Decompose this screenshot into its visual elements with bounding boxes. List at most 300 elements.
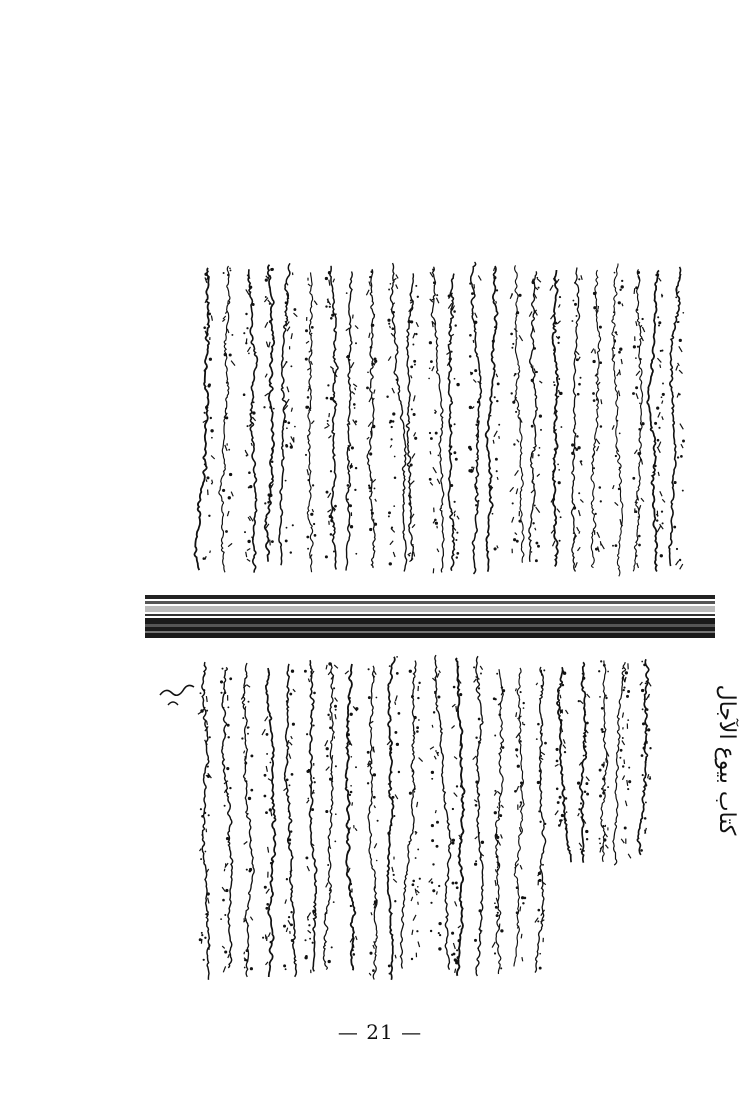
- ink-dot: [369, 490, 371, 492]
- handwriting-line: [266, 668, 276, 977]
- ink-stroke: [435, 410, 437, 413]
- ink-stroke: [471, 469, 472, 473]
- ink-dot: [460, 785, 463, 788]
- ink-dot: [411, 958, 413, 960]
- ink-dot: [414, 364, 416, 366]
- ink-dot: [453, 953, 456, 956]
- ink-dot: [353, 953, 356, 956]
- ink-dot: [621, 280, 623, 282]
- ink-stroke: [290, 870, 292, 872]
- ink-dot: [372, 774, 374, 776]
- ink-dot: [346, 356, 348, 358]
- ink-dot: [478, 687, 480, 689]
- ink-stroke: [395, 955, 396, 959]
- ink-dot: [354, 489, 356, 491]
- ink-dot: [285, 301, 288, 304]
- ink-stroke: [560, 695, 561, 699]
- ink-stroke: [619, 391, 620, 397]
- ink-stroke: [555, 811, 558, 816]
- ink-stroke: [662, 416, 663, 420]
- ink-dot: [434, 692, 436, 694]
- handwriting-line: [242, 663, 254, 977]
- ink-stroke: [411, 375, 412, 378]
- ink-dot: [294, 426, 296, 428]
- ink-dot: [430, 437, 433, 440]
- ink-dot: [414, 437, 417, 440]
- ink-dot: [208, 515, 210, 517]
- ink-stroke: [658, 472, 659, 476]
- ink-stroke: [291, 333, 292, 339]
- ink-stroke: [494, 268, 495, 271]
- ink-dot: [657, 439, 660, 442]
- ink-dot: [371, 512, 374, 515]
- ink-dot: [553, 381, 555, 383]
- ink-stroke: [550, 285, 553, 291]
- ink-dot: [265, 811, 268, 814]
- ink-dot: [607, 671, 609, 673]
- ink-dot: [374, 523, 377, 526]
- ink-stroke: [430, 747, 434, 749]
- ink-dot: [227, 274, 230, 277]
- ink-stroke: [628, 854, 631, 859]
- ink-dot: [285, 539, 288, 542]
- ink-stroke: [265, 393, 269, 396]
- ink-stroke: [585, 708, 586, 712]
- ink-dot: [376, 697, 378, 699]
- ink-dot: [330, 317, 333, 320]
- ink-dot: [601, 707, 604, 710]
- ink-stroke: [329, 280, 330, 286]
- ink-dot: [264, 774, 267, 777]
- ink-dot: [627, 690, 630, 693]
- ink-dot: [391, 426, 393, 428]
- ink-dot: [600, 425, 603, 428]
- ink-stroke: [454, 511, 456, 514]
- ink-stroke: [412, 453, 415, 458]
- ink-dot: [600, 660, 602, 662]
- ink-stroke: [417, 802, 418, 807]
- ink-dot: [374, 357, 377, 360]
- ink-stroke: [206, 479, 207, 482]
- ink-stroke: [455, 969, 456, 973]
- ink-dot: [351, 756, 353, 758]
- ink-dot: [455, 881, 458, 884]
- ink-dot: [335, 765, 337, 767]
- ink-dot: [602, 825, 604, 827]
- ink-dot: [635, 555, 637, 557]
- ink-stroke: [223, 316, 226, 319]
- ink-dot: [578, 492, 580, 494]
- ink-dot: [481, 841, 484, 844]
- ink-dot: [646, 708, 649, 711]
- ink-dot: [413, 732, 415, 734]
- ink-stroke: [324, 426, 328, 428]
- ink-dot: [270, 762, 272, 764]
- ink-dot: [564, 818, 567, 821]
- ink-stroke: [658, 412, 660, 417]
- ink-dot: [578, 808, 580, 810]
- ink-dot: [243, 332, 245, 334]
- ink-stroke: [335, 698, 338, 702]
- ink-dot: [490, 415, 492, 417]
- ink-dot: [350, 785, 352, 787]
- ink-stroke: [523, 722, 524, 725]
- ink-dot: [225, 416, 228, 419]
- ink-dot: [415, 285, 417, 287]
- ink-dot: [264, 795, 267, 798]
- ink-stroke: [634, 288, 635, 294]
- ink-dot: [499, 814, 502, 817]
- ink-dot: [476, 420, 479, 423]
- ink-dot: [307, 919, 309, 921]
- ink-dot: [430, 360, 433, 363]
- ink-dot: [637, 452, 640, 455]
- handwriting-line: [591, 270, 601, 568]
- ink-dot: [586, 793, 589, 796]
- ink-stroke: [413, 915, 416, 921]
- ink-stroke: [268, 933, 270, 937]
- ink-dot: [682, 312, 684, 314]
- handwriting-line: [435, 655, 451, 970]
- ink-dot: [436, 845, 439, 848]
- ink-dot: [328, 960, 331, 963]
- ink-dot: [430, 930, 432, 932]
- ink-stroke: [660, 491, 662, 496]
- ink-dot: [621, 285, 624, 288]
- ink-stroke: [622, 741, 625, 745]
- ink-stroke: [201, 939, 202, 944]
- ink-dot: [479, 742, 481, 744]
- ink-dot: [615, 455, 617, 457]
- ink-dot: [660, 554, 663, 557]
- ink-dot: [389, 562, 392, 565]
- ink-dot: [369, 528, 372, 531]
- ink-dot: [498, 424, 500, 426]
- ink-dot: [431, 824, 434, 827]
- ink-dot: [418, 682, 420, 684]
- ink-dot: [560, 516, 562, 518]
- ink-stroke: [225, 790, 226, 793]
- ink-stroke: [540, 776, 541, 781]
- ink-stroke: [330, 367, 333, 370]
- ink-dot: [416, 894, 418, 896]
- ink-dot: [369, 276, 371, 278]
- ink-stroke: [355, 326, 358, 329]
- ink-stroke: [333, 279, 335, 283]
- ink-dot: [511, 392, 513, 394]
- ink-dot: [512, 502, 514, 504]
- lower-folio-heading: [714, 685, 739, 836]
- ink-dot: [494, 396, 496, 398]
- ink-dot: [291, 670, 294, 673]
- ink-dot: [541, 685, 543, 687]
- ink-stroke: [536, 683, 538, 685]
- ink-dot: [433, 711, 435, 713]
- ink-dot: [416, 930, 418, 932]
- ink-dot: [290, 911, 292, 913]
- ink-dot: [495, 834, 498, 837]
- ink-dot: [230, 269, 232, 271]
- ink-dot: [475, 504, 477, 506]
- ink-dot: [333, 687, 335, 689]
- ink-dot: [593, 467, 595, 469]
- ink-stroke: [551, 315, 554, 320]
- ink-dot: [539, 414, 542, 417]
- ink-dot: [267, 501, 270, 504]
- ink-stroke: [265, 716, 268, 721]
- ink-dot: [512, 343, 514, 345]
- ink-stroke: [416, 322, 418, 327]
- ink-dot: [415, 333, 417, 335]
- ink-stroke: [231, 361, 235, 366]
- ink-dot: [367, 782, 369, 784]
- ink-stroke: [291, 408, 292, 412]
- ink-stroke: [327, 423, 329, 426]
- ink-dot: [492, 513, 494, 515]
- ink-dot: [292, 723, 295, 726]
- ink-dot: [641, 661, 643, 663]
- ink-dot: [204, 412, 206, 414]
- ink-dot: [207, 384, 210, 387]
- ink-dot: [531, 551, 533, 553]
- ink-dot: [413, 360, 416, 363]
- ink-dot: [498, 713, 501, 716]
- ink-dot: [347, 733, 350, 736]
- ink-stroke: [679, 346, 682, 352]
- ink-stroke: [332, 755, 333, 760]
- ink-dot: [352, 949, 354, 951]
- ink-dot: [245, 313, 247, 315]
- ink-dot: [602, 791, 605, 794]
- ink-dot: [536, 738, 538, 740]
- ink-dot: [289, 693, 292, 696]
- ink-dot: [516, 911, 519, 914]
- ink-dot: [349, 697, 351, 699]
- ink-dot: [200, 808, 202, 810]
- ink-dot: [311, 326, 314, 329]
- ink-dot: [641, 689, 644, 692]
- ink-stroke: [371, 912, 372, 915]
- ink-stroke: [619, 370, 620, 376]
- ink-stroke: [520, 865, 522, 869]
- ink-stroke: [418, 942, 420, 948]
- ink-dot: [388, 511, 391, 514]
- ink-dot: [604, 789, 606, 791]
- ink-dot: [575, 448, 578, 451]
- ink-dot: [396, 656, 398, 658]
- ink-dot: [394, 900, 396, 902]
- ink-dot: [286, 427, 288, 429]
- ink-stroke: [453, 943, 455, 949]
- ink-dot: [328, 662, 331, 665]
- ink-stroke: [521, 934, 522, 939]
- ink-dot: [312, 910, 315, 913]
- ink-dot: [455, 539, 457, 541]
- ink-dot: [479, 909, 482, 912]
- ink-stroke: [244, 842, 248, 845]
- ink-dot: [306, 536, 309, 539]
- ink-dot: [524, 897, 527, 900]
- ink-dot: [371, 270, 374, 273]
- ink-stroke: [266, 342, 268, 347]
- ink-dot: [396, 672, 399, 675]
- ink-stroke: [578, 547, 581, 551]
- ink-dot: [394, 476, 397, 479]
- ink-stroke: [531, 490, 534, 493]
- ink-dot: [208, 814, 210, 816]
- ink-stroke: [622, 776, 624, 780]
- ink-dot: [266, 903, 269, 906]
- ink-dot: [655, 274, 658, 277]
- ink-stroke: [657, 447, 660, 453]
- ink-dot: [500, 967, 502, 969]
- ink-dot: [643, 747, 646, 750]
- ink-dot: [538, 909, 541, 912]
- ink-dot: [309, 750, 311, 752]
- ink-dot: [595, 513, 597, 515]
- ink-stroke: [598, 306, 599, 310]
- ink-dot: [451, 351, 453, 353]
- ink-stroke: [625, 801, 627, 807]
- ink-dot: [661, 396, 663, 398]
- ink-stroke: [311, 361, 313, 365]
- ink-dot: [417, 848, 419, 850]
- ink-dot: [632, 477, 635, 480]
- ink-dot: [409, 670, 412, 673]
- ink-stroke: [581, 275, 582, 280]
- ink-dot: [370, 346, 373, 349]
- ink-stroke: [328, 510, 332, 512]
- ink-dot: [348, 720, 350, 722]
- handwriting-line: [633, 269, 642, 571]
- ink-stroke: [596, 310, 597, 313]
- ink-dot: [388, 323, 390, 325]
- ink-dot: [368, 668, 370, 670]
- handwriting-line: [219, 266, 230, 572]
- ink-dot: [497, 912, 499, 914]
- ink-dot: [455, 458, 458, 461]
- ink-stroke: [283, 362, 287, 368]
- ink-stroke: [627, 780, 628, 786]
- ink-dot: [554, 384, 556, 386]
- ink-dot: [556, 748, 559, 751]
- ink-dot: [208, 312, 211, 315]
- ink-dot: [373, 314, 375, 316]
- ink-dot: [612, 545, 614, 547]
- ink-dot: [633, 345, 636, 348]
- ink-stroke: [592, 453, 594, 457]
- ink-stroke: [408, 553, 411, 555]
- ink-dot: [246, 869, 248, 871]
- ink-dot: [371, 362, 374, 365]
- ink-stroke: [586, 777, 589, 781]
- ink-dot: [432, 889, 435, 892]
- ink-dot: [639, 358, 641, 360]
- ink-stroke: [212, 480, 213, 483]
- ink-dot: [429, 341, 432, 344]
- ink-dot: [349, 504, 352, 507]
- ink-stroke: [308, 284, 311, 286]
- ink-stroke: [391, 528, 395, 532]
- ink-dot: [571, 443, 574, 446]
- ink-stroke: [308, 388, 309, 392]
- ink-dot: [329, 306, 331, 308]
- ink-stroke: [471, 372, 472, 375]
- ink-dot: [418, 719, 420, 721]
- ink-stroke: [636, 371, 640, 376]
- ink-dot: [225, 889, 228, 892]
- ink-stroke: [418, 902, 419, 905]
- ink-dot: [495, 906, 498, 909]
- ink-dot: [558, 481, 561, 484]
- ink-dot: [649, 747, 651, 749]
- ink-dot: [554, 322, 557, 325]
- ink-stroke: [355, 388, 356, 391]
- ink-dot: [330, 519, 333, 522]
- ink-dot: [394, 731, 397, 734]
- ink-dot: [290, 365, 292, 367]
- ink-dot: [564, 751, 566, 753]
- ink-dot: [432, 863, 434, 865]
- ink-dot: [619, 433, 621, 435]
- ink-dot: [455, 324, 457, 326]
- ink-dot: [613, 311, 615, 313]
- ink-dot: [436, 294, 438, 296]
- ink-dot: [544, 823, 546, 825]
- ink-dot: [556, 788, 559, 791]
- ink-stroke: [244, 952, 245, 955]
- ink-dot: [394, 456, 396, 458]
- ink-stroke: [681, 444, 683, 448]
- ink-stroke: [372, 479, 375, 482]
- ink-stroke: [287, 387, 289, 393]
- ink-dot: [248, 797, 251, 800]
- ink-dot: [474, 369, 477, 372]
- ink-dot: [391, 327, 394, 330]
- ink-dot: [580, 848, 582, 850]
- ink-dot: [452, 839, 455, 842]
- ink-dot: [662, 383, 664, 385]
- ink-dot: [396, 743, 399, 746]
- ink-dot: [560, 426, 562, 428]
- ink-dot: [248, 353, 250, 355]
- ink-dot: [454, 378, 456, 380]
- ink-dot: [658, 427, 660, 429]
- ink-dot: [607, 786, 609, 788]
- ink-dot: [438, 885, 440, 887]
- ink-dot: [291, 773, 294, 776]
- ink-dot: [416, 730, 419, 733]
- ink-dot: [558, 469, 560, 471]
- ink-stroke: [577, 527, 579, 531]
- ink-dot: [210, 429, 213, 432]
- ink-stroke: [677, 393, 679, 398]
- ink-stroke: [335, 714, 336, 719]
- ink-stroke: [605, 845, 608, 849]
- ink-dot: [311, 808, 314, 811]
- ink-dot: [310, 513, 313, 516]
- ink-dot: [389, 973, 391, 975]
- ink-stroke: [374, 390, 375, 394]
- ink-dot: [368, 486, 371, 489]
- ink-dot: [372, 425, 375, 428]
- ink-stroke: [250, 836, 252, 842]
- ink-stroke: [390, 541, 393, 545]
- ink-dot: [518, 520, 521, 523]
- ink-dot: [517, 765, 520, 768]
- ink-dot: [228, 449, 230, 451]
- ink-stroke: [262, 729, 265, 735]
